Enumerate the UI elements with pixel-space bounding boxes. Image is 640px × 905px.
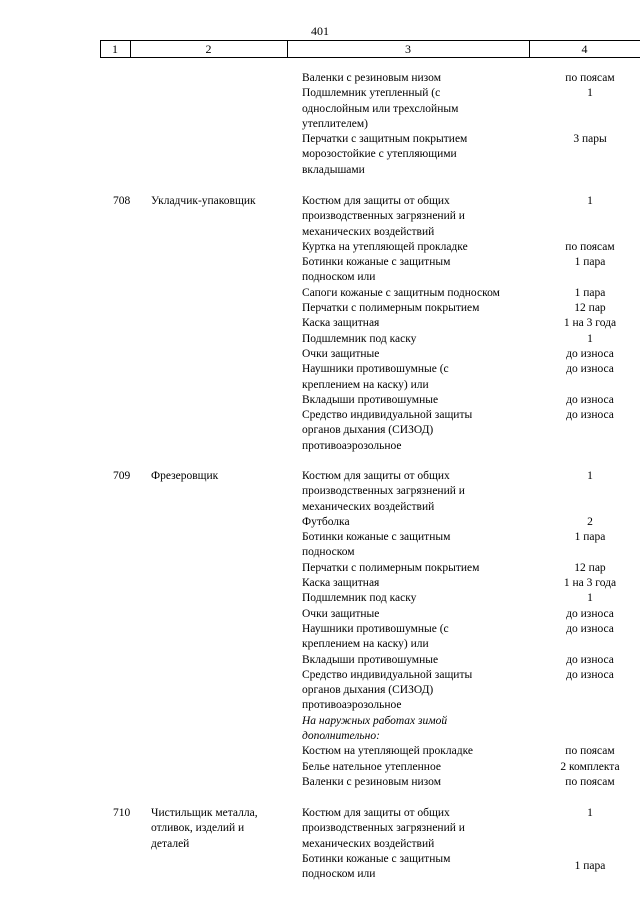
item-qty: до износа [566,653,614,666]
list-item [302,255,635,286]
item-name: Очки защитные [302,347,380,360]
list-item [302,316,635,331]
list-item [302,852,635,883]
item-qty: до износа [566,622,614,635]
list-item [302,469,635,515]
table-header [100,40,640,58]
item-list [302,469,635,790]
item-qty: до износа [566,393,614,406]
item-name: Очки защитные [302,607,380,620]
item-name: Костюм для защиты от общих производственных загрязнений и механических воздействий [302,807,465,850]
row-number: 708 [113,195,131,207]
profession-name: Чистильщик металла, отливок, изделий и деталей [151,807,258,850]
item-qty: 1 пара [574,531,606,544]
item-qty: по поясам [565,775,615,788]
item-name: Подшлемник под каску [302,332,417,345]
item-name: Валенки с резиновым низом [302,72,441,84]
list-item [302,86,635,132]
item-qty: 12 пар [574,561,606,574]
item-name: Ботинки кожаные с защитным подноском или [302,256,451,284]
item-name: Костюм на утепляющей прокладке [302,745,473,758]
item-qty: до износа [566,668,614,681]
item-name: Ботинки кожаные с защитным подноском или [302,852,451,881]
list-item [302,240,635,255]
list-item [302,301,635,316]
list-item [302,576,635,591]
item-name: Вкладыши противошумные [302,653,439,666]
list-item [302,653,635,668]
item-name: Подшлемник утепленный (с однослойным или трехслойным утеплителем) [302,87,459,130]
list-item [302,286,635,301]
list-item [302,362,635,393]
list-item [302,393,635,408]
item-name: Валенки с резиновым низом [302,775,441,788]
list-item [302,668,635,714]
item-name: Средство индивидуальной защиты органов дыхания (СИЗОД) противоаэрозольное [302,409,473,452]
item-name: Ботинки кожаные с защитным подноском [302,531,451,559]
list-item [302,71,635,86]
item-name: Каска защитная [302,577,380,590]
list-item [302,332,635,347]
list-item [302,607,635,622]
item-name: Вкладыши противошумные [302,393,439,406]
item-name: Костюм для защиты от общих производственных загрязнений и механических воздействий [302,195,465,238]
item-qty: 1 пара [574,286,606,299]
item-name: Наушники противошумные (с креплением на каску) или [302,622,449,651]
profession-name: Укладчик-упаковщик [151,195,256,207]
item-name: Перчатки с полимерным покрытием [302,561,480,574]
item-name: Средство индивидуальной защиты органов дыхания (СИЗОД) противоаэрозольное [302,668,473,712]
item-qty: 1 [587,592,593,605]
item-name: Сапоги кожаные с защитным подноском [302,286,500,299]
header-col-2: 2 [205,42,212,56]
list-item [302,347,635,362]
item-qty: 2 комплекта [560,760,620,773]
item-qty: по поясам [565,240,615,253]
header-col-4: 4 [581,42,588,56]
item-list [302,806,635,882]
item-name: Костюм для защиты от общих производственных загрязнений и механических воздействий [302,470,465,513]
item-name: Перчатки с полимерным покрытием [302,302,480,315]
section-note: На наружных работах зимой дополнительно: [302,714,448,743]
item-qty: 1 пара [574,859,606,872]
item-qty: по поясам [565,72,615,84]
item-name: Каска защитная [302,317,380,330]
item-qty: 1 на 3 года [563,577,617,590]
item-qty: 2 [587,515,593,528]
list-item [302,760,635,775]
item-qty: 12 пар [574,302,606,315]
item-qty: 3 пары [573,133,607,146]
list-item [302,744,635,759]
item-qty: 1 [587,807,593,819]
item-name: Наушники противошумные (с креплением на каску) или [302,363,449,391]
header-col-3: 3 [405,42,411,56]
list-item [302,408,635,454]
list-item [302,132,635,178]
item-qty: 1 [587,87,593,100]
row-number: 710 [113,807,131,819]
item-qty: 1 [587,195,593,207]
item-list [302,71,635,178]
list-item [302,194,635,240]
item-name: Перчатки с защитным покрытием морозостойкие с утепляющими вкладышами [302,133,468,176]
list-item [302,591,635,606]
item-list [302,194,635,454]
item-qty: 1 пара [574,256,606,269]
page-number: 401 [311,24,329,38]
list-item [302,515,635,530]
list-item [302,714,635,745]
item-name: Подшлемник под каску [302,592,417,605]
list-item [302,622,635,653]
header-col-1: 1 [112,42,118,56]
item-qty: до износа [566,409,614,422]
item-qty: до износа [566,607,614,620]
item-qty: 1 [587,470,593,482]
profession-name: Фрезеровщик [151,470,219,482]
row-number: 709 [113,470,131,482]
item-name: Куртка на утепляющей прокладке [302,240,468,253]
list-item [302,775,635,790]
item-qty: до износа [566,363,614,376]
item-qty: до износа [566,347,614,360]
list-item [302,530,635,561]
item-qty: по поясам [565,745,615,758]
list-item [302,806,635,852]
item-name: Белье нательное утепленное [302,760,441,773]
item-name: Футболка [302,515,350,528]
item-qty: 1 на 3 года [563,317,617,330]
list-item [302,561,635,576]
item-qty: 1 [587,332,593,345]
